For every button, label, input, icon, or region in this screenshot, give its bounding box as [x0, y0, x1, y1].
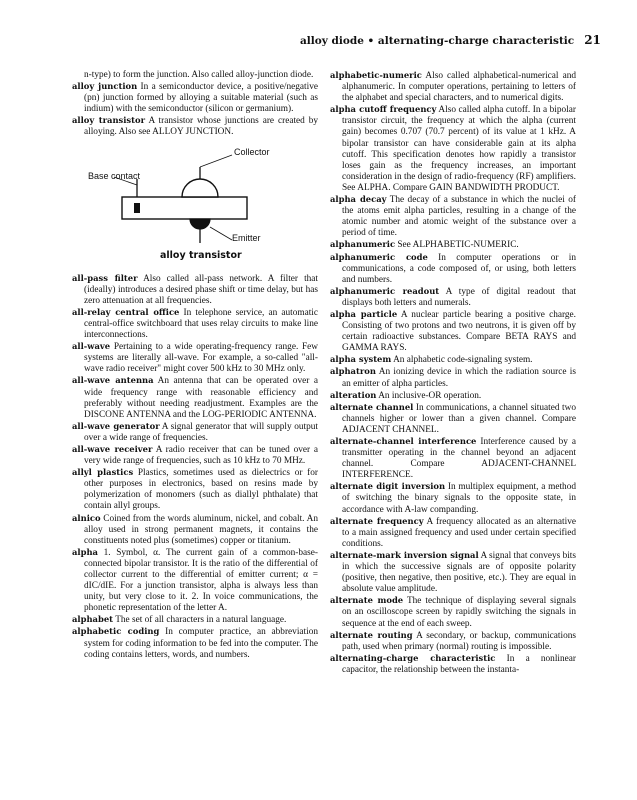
- entry-term: alphanumeric readout: [330, 285, 440, 296]
- entry-definition: A nuclear particle bearing a positive charge. Consisting of two protons and two neutrons, it is given off by certain radioactive substances. Compare BETA RAYS and GAMMA RAYS.: [342, 309, 577, 354]
- dictionary-entry: [72, 341, 318, 375]
- running-header: [300, 33, 600, 47]
- entry-definition: In computer practice, an abbreviation system for coding information to be fed into the computer. The coding contains letters, words, and numbers.: [84, 627, 319, 660]
- dictionary-entry: [72, 547, 318, 615]
- entry-term: alphabet: [72, 614, 114, 625]
- entry-term: alphabetic coding: [72, 626, 160, 637]
- entry-term: allyl plastics: [72, 467, 134, 478]
- entry-definition: Interference caused by a transmitter operating in the channel beyond an adjacent channel. Compare ADJACENT-CHANNEL INTERFERENCE.: [342, 437, 576, 481]
- collector-pointer: [200, 155, 232, 167]
- entry-definition: See ALPHABETIC-NUMERIC.: [397, 240, 519, 251]
- entry-definition: In multiplex equipment, a method of switching the binary signals to the opposite state, in accordance with A-law companding.: [342, 482, 577, 515]
- label-base-contact: Base contact: [88, 170, 141, 181]
- dictionary-entry: [72, 421, 318, 444]
- entry-definition: An alphabetic code-signaling system.: [393, 355, 533, 366]
- entry-definition: A secondary, or backup, communications path, used when primary (normal) routing is impossible.: [342, 630, 576, 652]
- entry-term: alpha cutoff frequency: [330, 104, 437, 115]
- running-title: alloy diode • alternating-charge characteristic: [300, 35, 575, 47]
- entry-definition: An ionizing device in which the radiation source is an emitter of alpha particles.: [342, 367, 576, 389]
- entry-definition: n-type) to form the junction. Also called alloy-junction diode.: [84, 70, 314, 80]
- entry-term: all-pass filter: [72, 272, 138, 283]
- entry-term: alpha system: [330, 354, 392, 365]
- dictionary-entry: [330, 309, 576, 354]
- entry-definition: Also called alpha cutoff. In a bipolar transistor circuit, the frequency at which the alpha (current gain) becomes 0.707 (70.7 percent) of its value at 1 kHz. A bipolar transistor can have considerable gain at its alpha cutoff. This specification denotes how rapidly a transistor loses gain as the frequency increases, an important consideration in the design of radio-frequency (RF) amplifiers. See ALPHA. Compare GAIN BANDWIDTH PRODUCT.: [342, 105, 576, 193]
- entry-definition: The decay of a substance in which the nuclei of the atoms emit alpha particles, resulting in a change of the atomic number and atomic weight of the substance over a period of time.: [342, 195, 576, 239]
- entry-term: alternate-mark inversion signal: [330, 549, 479, 560]
- entry-term: alloy junction: [72, 81, 138, 92]
- page-number: 21: [584, 33, 601, 47]
- entry-definition: A signal generator that will supply output over a wide range of frequencies.: [84, 421, 318, 443]
- dictionary-entry: [72, 614, 318, 626]
- collector-dome: [182, 179, 218, 197]
- entry-term: alpha decay: [330, 194, 387, 205]
- entry-term: alphabetic-numeric: [330, 70, 422, 80]
- emitter-dome: [190, 219, 210, 229]
- left-column: [72, 70, 318, 661]
- base-plate: [122, 197, 247, 219]
- right-column: [330, 70, 576, 676]
- entry-definition: Plastics, sometimes used as dielectrics or for other purposes in electronics, based on resins made by polymerization of monomers (such as diallyl phthalate) that contain allyl groups.: [84, 468, 319, 512]
- emitter-pointer: [210, 227, 232, 240]
- dictionary-entry: [330, 239, 576, 251]
- entry-definition: A signal that conveys bits in which the successive signals are of opposite polarity (positive, then negative, then positive, etc.). They are equal in absolute value amplitude.: [342, 550, 576, 595]
- entry-term: alloy transistor: [72, 115, 146, 126]
- figure-caption: alloy transistor: [160, 249, 242, 261]
- entry-definition: In communications, a channel situated two channels higher or lower than a given channel. Compare ADJACENT CHANNEL.: [342, 402, 576, 435]
- entry-definition: Pertaining to a wide operating-frequency range. Few systems are literally all-wave. For example, a so-called "all-wave radio receiver" might cover 500 kHz to 30 MHz only.: [84, 342, 318, 375]
- dictionary-entry: [72, 273, 318, 307]
- entry-term: all-relay central office: [72, 306, 180, 317]
- entry-term: all-wave antenna: [72, 375, 154, 386]
- entry-definition: A transistor whose junctions are created by alloying. Also see ALLOY JUNCTION.: [84, 116, 319, 138]
- dictionary-entry: [72, 81, 318, 115]
- entry-definition: In computer operations or in communications, a code composed of, or using, both letters and numbers.: [342, 252, 576, 285]
- entry-term: alphatron: [330, 366, 376, 377]
- entry-term: alnico: [72, 512, 101, 523]
- dictionary-entry: [72, 444, 318, 467]
- entry-term: alphanumeric code: [330, 251, 428, 262]
- dictionary-entry: [72, 115, 318, 138]
- entry-term: alternate channel: [330, 401, 414, 412]
- dictionary-entry: [72, 467, 318, 512]
- dictionary-entry: [330, 516, 576, 550]
- entry-term: alternate digit inversion: [330, 481, 446, 492]
- dictionary-entry: [330, 104, 576, 194]
- dictionary-entry: [72, 375, 318, 420]
- dictionary-entry: [330, 436, 576, 481]
- entry-term: alternate-channel interference: [330, 436, 477, 446]
- dictionary-entry: [72, 307, 318, 341]
- dictionary-entry: [330, 366, 576, 389]
- alloy-transistor-figure: [72, 147, 318, 265]
- dictionary-entry: [72, 626, 318, 660]
- entry-term: alteration: [330, 389, 377, 400]
- entry-definition: An inclusive-OR operation.: [378, 390, 482, 401]
- entry-term: alternate mode: [330, 595, 404, 606]
- dictionary-entry: [330, 630, 576, 653]
- entry-term: alphanumeric: [330, 239, 396, 250]
- dictionary-entry: [330, 595, 576, 629]
- entry-definition: A type of digital readout that displays both letters and numerals.: [342, 286, 577, 308]
- entry-term: alpha: [72, 546, 98, 557]
- dictionary-entry: [72, 70, 318, 81]
- label-emitter: Emitter: [232, 232, 261, 243]
- dictionary-entry: [72, 513, 318, 547]
- entry-definition: An antenna that can be operated over a wide frequency range with reasonable efficiency and preferably without needing readjustment. Examples are the DISCONE ANTENNA and the LOG-PERIODIC ANTENNA.: [84, 376, 318, 420]
- entry-definition: A radio receiver that can be tuned over a very wide range of frequencies, such as 10 kHz to 70 MHz.: [84, 444, 318, 467]
- entry-term: alpha particle: [330, 308, 398, 319]
- dictionary-entry: [330, 402, 576, 436]
- entry-term: all-wave generator: [72, 420, 160, 431]
- dictionary-entry: [330, 194, 576, 239]
- dictionary-entry: [330, 390, 576, 402]
- entry-term: all-wave receiver: [72, 443, 153, 454]
- dictionary-entry: [330, 653, 576, 676]
- dictionary-entry: [330, 550, 576, 595]
- dictionary-entry: [330, 481, 576, 515]
- dictionary-entry: [330, 286, 576, 309]
- entry-definition: In a semiconductor device, a positive/negative (pn) junction formed by alloying a suitable material (such as indium) with the semiconductor (silicon or germanium).: [84, 82, 318, 115]
- entry-definition: The set of all characters in a natural language.: [115, 615, 287, 626]
- entry-definition: Coined from the words aluminum, nickel, and cobalt. An alloy used in strong permanent magnets, it contains the constituents noted plus (sometimes) copper or titanium.: [84, 513, 318, 546]
- entry-definition: Also called alphabetical-numerical and alphanumeric. In computer operations, pertaining to letters of the alphabet and special characters, and to numerical digits.: [342, 71, 576, 104]
- dictionary-entry: [330, 252, 576, 286]
- entry-definition: 1. Symbol, α. The current gain of a common-base-connected bipolar transistor. It is the ratio of the differential of collector current to the differential of emitter current; α = dIC/dIE. For a junction transistor, alpha is always less than unity, but very close to it. 2. In voice communications, the phonetic representation of the letter A.: [84, 547, 319, 614]
- label-collector: Collector: [234, 146, 270, 157]
- entry-term: alternating-charge characteristic: [330, 652, 496, 663]
- entry-definition: Also called all-pass network. A filter that (ideally) introduces a desired phase shift or time delay, but has zero attenuation at all frequencies.: [84, 273, 319, 306]
- entry-definition: In telephone service, an automatic central-office switchboard that uses relay circuits to make line interconnections.: [84, 307, 318, 341]
- entry-definition: In a nonlinear capacitor, the relationship between the instanta-: [342, 653, 576, 675]
- base-contact-pad: [134, 203, 140, 213]
- entry-term: all-wave: [72, 341, 111, 352]
- dictionary-entry: [330, 70, 576, 104]
- entry-definition: A frequency allocated as an alternative to a main assigned frequency and used under certain specified conditions.: [342, 516, 576, 549]
- alloy-transistor-diagram: [82, 147, 322, 265]
- dictionary-entry: [330, 354, 576, 366]
- entry-term: alternate frequency: [330, 515, 424, 526]
- entry-definition: The technique of displaying several signals on an oscilloscope screen by rapidly switching the signals in sequence at the end of each sweep.: [342, 596, 577, 629]
- entry-term: alternate routing: [330, 629, 413, 640]
